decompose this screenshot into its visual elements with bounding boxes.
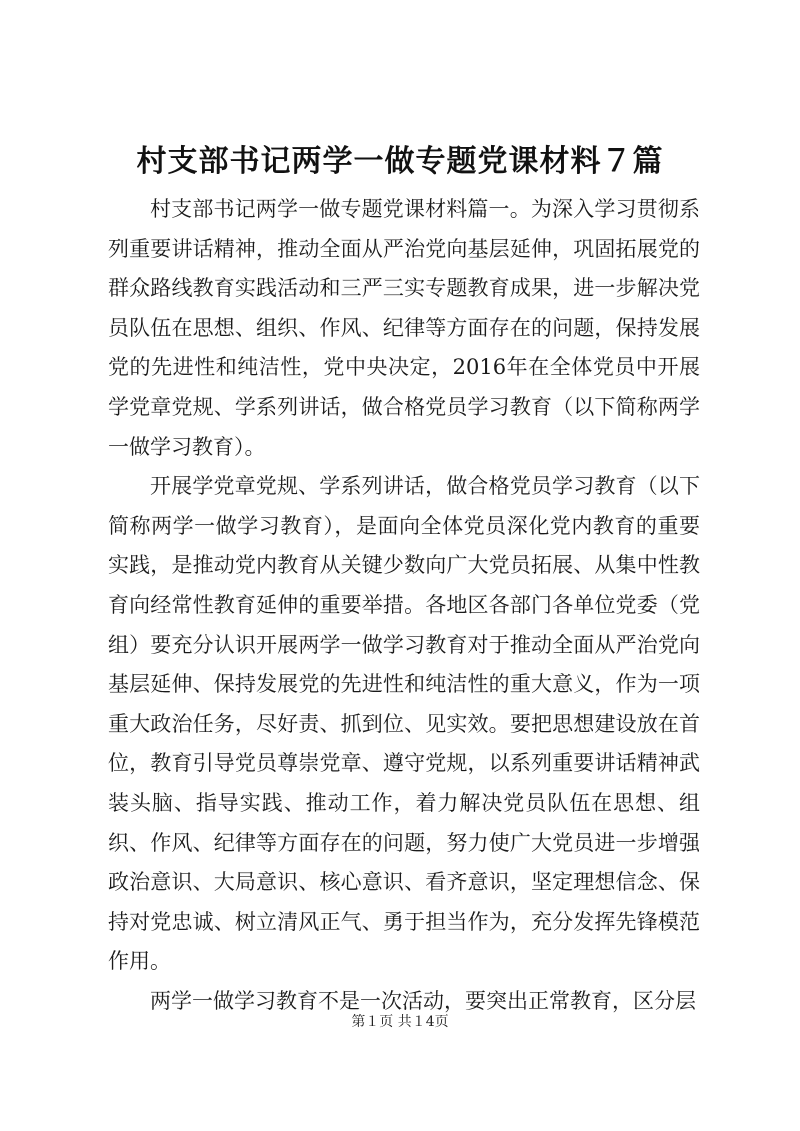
document-title: 村支部书记两学一做专题党课材料７篇 — [136, 144, 664, 179]
paragraph-3: 两学一做学习教育不是一次活动，要突出正常教育，区分层 — [150, 988, 696, 1013]
paragraph-1: 村支部书记两学一做专题党课材料篇一。为深入学习贯彻系列重要讲话精神，推动全面从严治党向基层延伸，巩固拓展党的群众路线教育实践活动和三严三实专题教育成果，进一步解决党员队伍在思想、组织、作风、纪律等方面存在的问题，保持发展党的先进性和纯洁性，党中央决定，2016年在全体党员中开展学党章党规、学系列讲话，做合格党员学习教育（以下简称两学一做学习教育）。 — [108, 197, 700, 459]
page-number-footer: 第１页 共１4页 — [351, 1014, 449, 1030]
document-body — [108, 190, 700, 1021]
paragraph-2: 开展学党章党规、学系列讲话，做合格党员学习教育（以下简称两学一做学习教育），是面向全体党员深化党内教育的重要实践，是推动党内教育从关键少数向广大党员拓展、从集中性教育向经常性教育延伸的重要举措。各地区各部门各单位党委（党组）要充分认识开展两学一做学习教育对于推动全面从严治党向基层延伸、保持发展党的先进性和纯洁性的重大意义，作为一项重大政治任务，尽好责、抓到位、见实效。要把思想建设放在首位，教育引导党员尊崇党章、遵守党规，以系列重要讲话精神武装头脑、指导实践、推动工作，着力解决党员队伍在思想、组织、作风、纪律等方面存在的问题，努力使广大党员进一步增强政治意识、大局意识、核心意识、看齐意识，坚定理想信念、保持对党忠诚、树立清风正气、勇于担当作为，充分发挥先锋模范作用。 — [108, 474, 700, 974]
